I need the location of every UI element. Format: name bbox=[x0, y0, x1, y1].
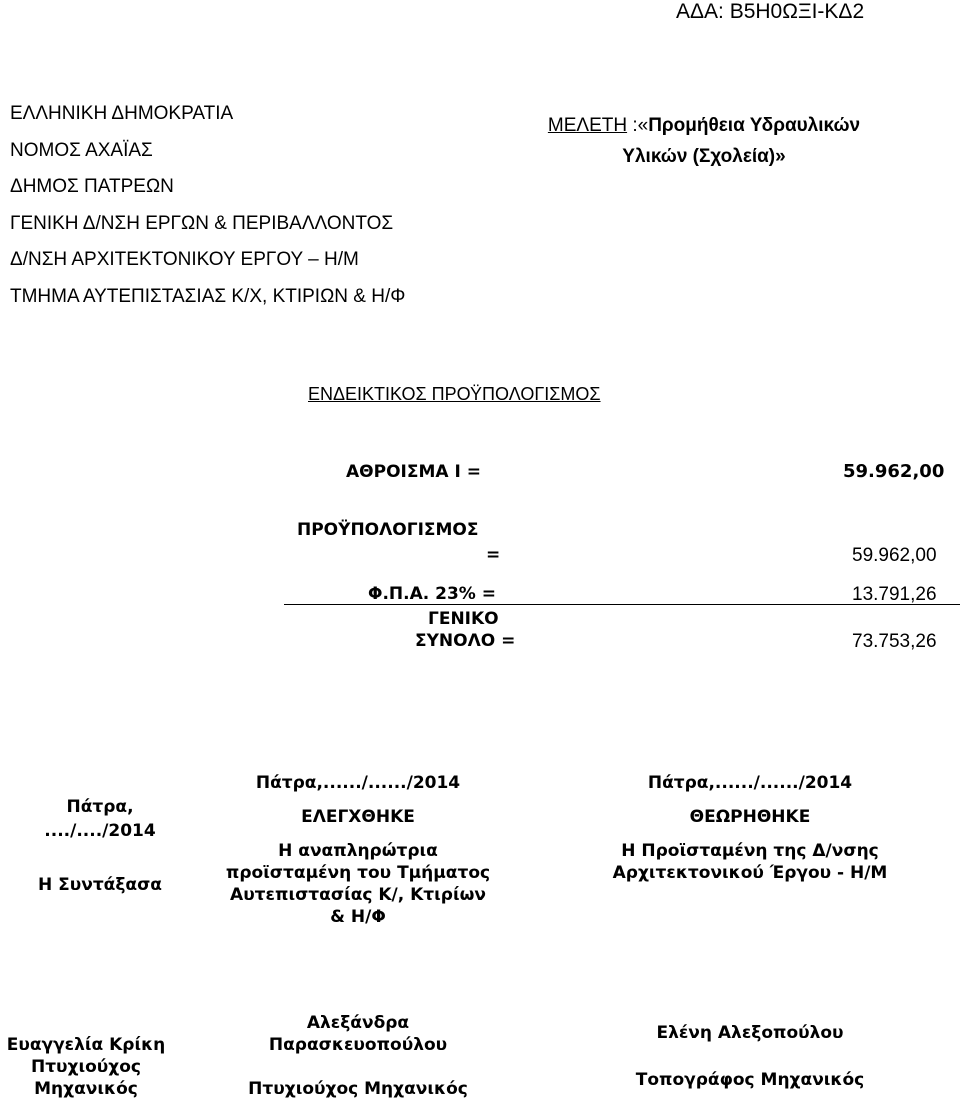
author-name-block bbox=[0, 1034, 172, 1100]
study-title-block bbox=[524, 110, 884, 172]
athroisma-label: ΑΘΡΟΙΣΜΑ Ι = bbox=[346, 462, 481, 482]
proypologismos-value: 59.962,00 bbox=[852, 545, 937, 566]
role: προϊσταμένη του Τμήματος bbox=[225, 863, 491, 883]
total-divider bbox=[284, 604, 960, 605]
proypologismos-eq: = bbox=[486, 545, 501, 565]
signature-approved bbox=[590, 772, 910, 884]
approver-title: Τοπογράφος Μηχανικός bbox=[635, 1070, 865, 1090]
checker-title: Πτυχιούχος Μηχανικός bbox=[248, 1079, 468, 1099]
fpa-label: Φ.Π.Α. 23% = bbox=[368, 584, 496, 604]
role: Η Συντάξασα bbox=[38, 875, 162, 895]
study-separator: :« bbox=[627, 115, 649, 136]
header-line: ΤΜΗΜΑ ΑΥΤΕΠΙΣΤΑΣΙΑΣ Κ/Χ, ΚΤΙΡΙΩΝ & Η/Φ bbox=[10, 285, 406, 307]
ada-code: ΑΔΑ: Β5Η0ΩΞΙ-ΚΔ2 bbox=[676, 0, 865, 23]
study-label: ΜΕΛΕΤΗ bbox=[547, 115, 628, 136]
role: Αρχιτεκτονικού Έργου - Η/Μ bbox=[612, 863, 888, 883]
issuer-header bbox=[10, 96, 405, 315]
study-title-line1: Προμήθεια Υδραυλικών bbox=[648, 115, 861, 136]
study-title-line2: Υλικών (Σχολεία)» bbox=[622, 146, 786, 167]
total-label-1: ΓΕΝΙΚΟ bbox=[428, 609, 499, 629]
header-line: ΔΗΜΟΣ ΠΑΤΡΕΩΝ bbox=[10, 176, 174, 197]
approver-name-block bbox=[590, 1022, 910, 1091]
athroisma-value: 59.962,00 bbox=[843, 461, 945, 482]
status: ΕΛΕΓΧΘΗΚΕ bbox=[301, 807, 415, 827]
place-date: Πάτρα,....../....../2014 bbox=[647, 773, 853, 793]
checker-name: Αλεξάνδρα bbox=[306, 1013, 410, 1033]
role: Η αναπληρώτρια bbox=[278, 841, 438, 861]
place-date: Πάτρα,....../....../2014 bbox=[255, 773, 461, 793]
proypologismos-label: ΠΡΟΫΠΟΛΟΓΙΣΜΟΣ bbox=[297, 520, 479, 540]
place: Πάτρα, bbox=[66, 797, 134, 817]
role: Αυτεπιστασίας Κ/, Κτιρίων bbox=[230, 885, 486, 905]
author-title: Μηχανικός bbox=[34, 1079, 138, 1099]
total-label-2: ΣΥΝΟΛΟ = bbox=[415, 631, 516, 651]
header-line: Δ/ΝΣΗ ΑΡΧΙΤΕΚΤΟΝΙΚΟΥ ΕΡΓΟΥ – Η/Μ bbox=[10, 249, 359, 270]
date: ..../..../2014 bbox=[44, 821, 156, 841]
status: ΘΕΩΡΗΘΗΚΕ bbox=[689, 807, 811, 827]
role: & Η/Φ bbox=[330, 907, 386, 927]
signature-author bbox=[10, 796, 190, 896]
signature-checked bbox=[206, 772, 510, 928]
checker-name: Παρασκευοπούλου bbox=[268, 1035, 448, 1055]
role: Η Προϊσταμένη της Δ/νσης bbox=[621, 841, 879, 861]
author-title: Πτυχιούχος bbox=[30, 1057, 142, 1077]
header-line: ΓΕΝΙΚΗ Δ/ΝΣΗ ΕΡΓΩΝ & ΠΕΡΙΒΑΛΛΟΝΤΟΣ bbox=[10, 212, 394, 234]
approver-name: Ελένη Αλεξοπούλου bbox=[656, 1023, 844, 1043]
total-value: 73.753,26 bbox=[852, 631, 937, 652]
checker-name-block bbox=[206, 1012, 510, 1100]
budget-title: ΕΝΔΕΙΚΤΙΚΟΣ ΠΡΟΫΠΟΛΟΓΙΣΜΟΣ bbox=[308, 384, 601, 404]
fpa-value: 13.791,26 bbox=[852, 584, 937, 605]
header-line: ΕΛΛΗΝΙΚΗ ΔΗΜΟΚΡΑΤΙΑ bbox=[10, 103, 234, 124]
author-name: Ευαγγελία Κρίκη bbox=[6, 1035, 166, 1055]
header-line: ΝΟΜΟΣ ΑΧΑΪΑΣ bbox=[10, 139, 153, 161]
